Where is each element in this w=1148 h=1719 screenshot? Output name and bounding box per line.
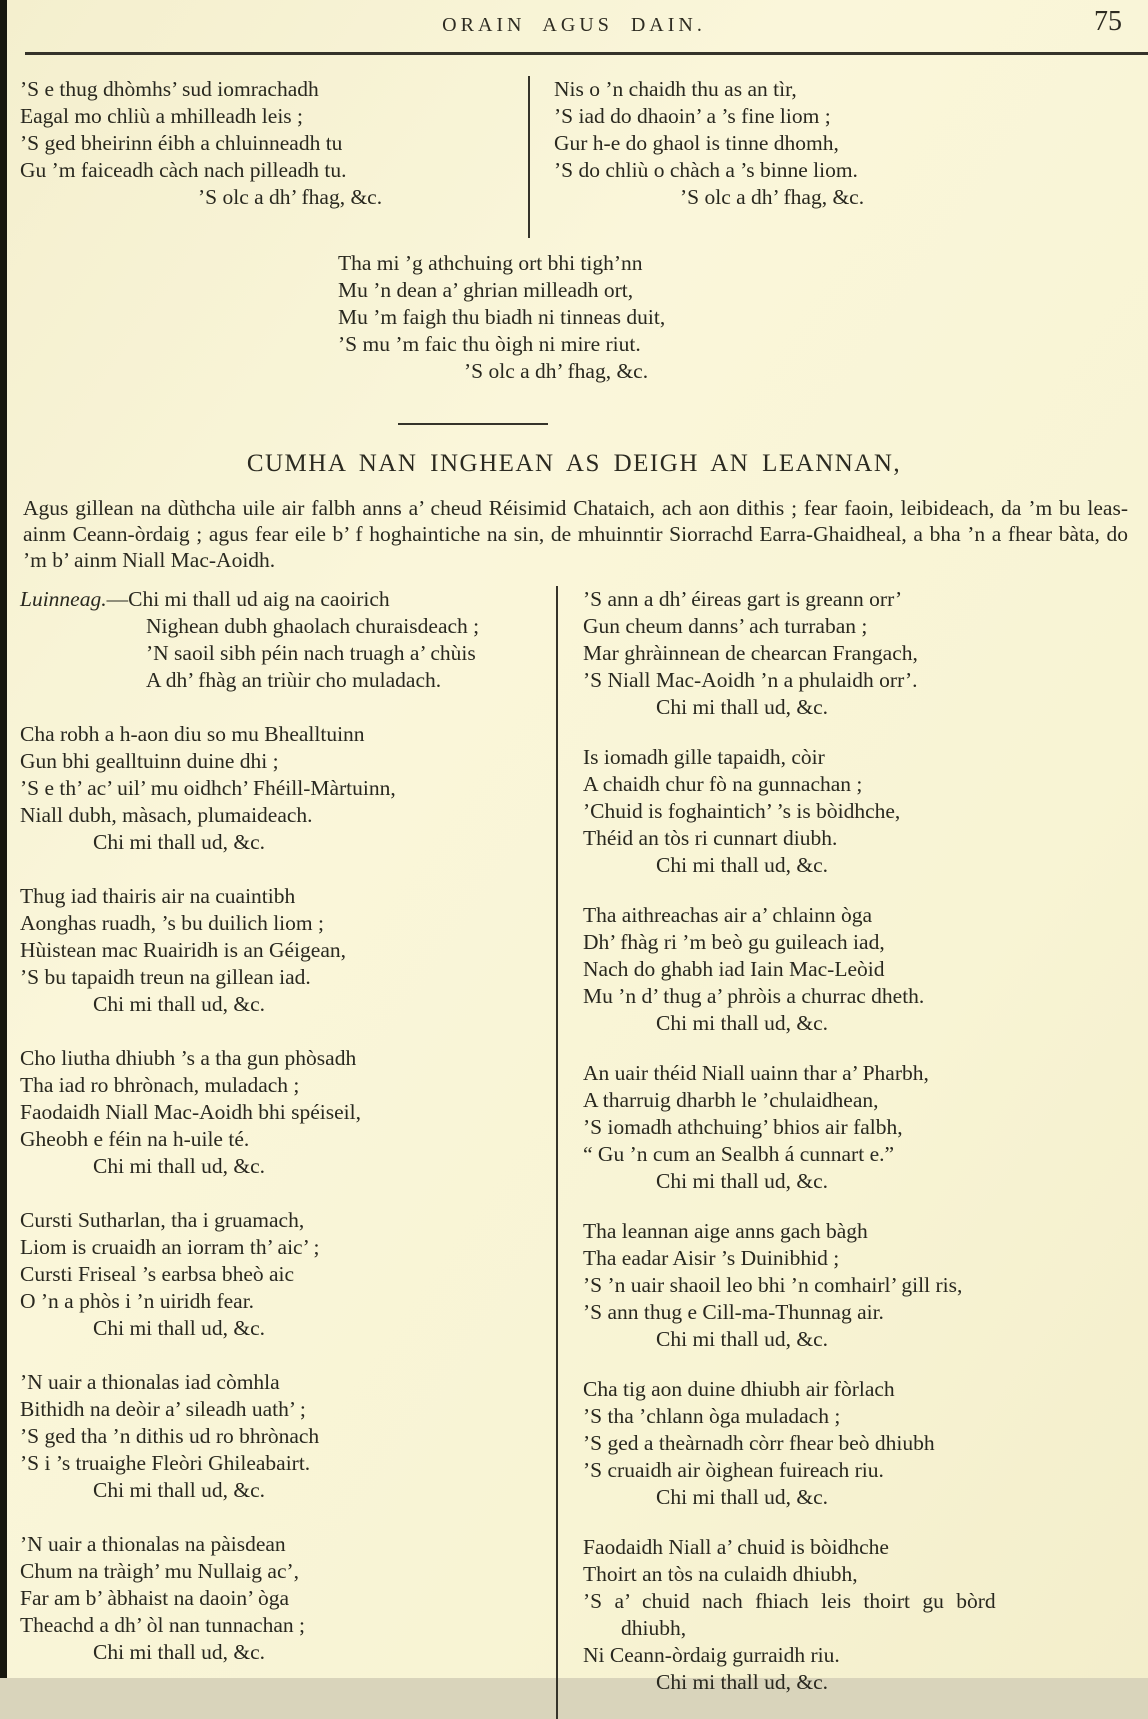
verse-line: Tha iad ro bhrònach, muladach ;	[20, 1073, 300, 1097]
song-intro: Agus gillean na dùthcha uile air falbh anns a’ cheud Réisimid Chataich, ach aon dithis ; fear faoin, leibideach, da ’m bu leas-ainm Ceann-òrdaig ; agus fear eile b’ f hoghaintiche na sin, de mhuinntir Siorrachd Earra-Ghaidheal, a bha ’n a fhear bàta, do ’m b’ ainm Niall Mac-Aoidh.	[23, 496, 1128, 572]
stanza	[583, 902, 1142, 1037]
verse-line: Dh’ fhàg ri ’m beò gu guileach iad,	[583, 930, 885, 954]
verse-line: Nighean dubh ghaolach churaisdeach ;	[146, 614, 480, 638]
verse-line: Far am b’ àbhaist na daoin’ òga	[20, 1586, 290, 1610]
verse-line: Niall dubh, màsach, plumaideach.	[20, 803, 313, 827]
verse-line: ’S ged a theàrnadh còrr fhear beò dhiubh	[583, 1431, 935, 1455]
header-rule	[25, 52, 1148, 55]
stanza	[20, 721, 556, 856]
verse-line: ’S i ’s truaighe Fleòri Ghileabairt.	[20, 1451, 311, 1475]
verse-line: Tha mi ’g athchuing ort bhi tigh’nn	[338, 251, 643, 275]
stanza	[554, 76, 1148, 211]
verse-line: ’S tha ’chlann òga muladach ;	[583, 1404, 841, 1428]
verse-line: Chi mi thall ud, &c.	[656, 1011, 828, 1035]
verse-line: Tha aithreachas air a’ chlainn òga	[583, 903, 873, 927]
stanza	[338, 250, 1148, 385]
stanza	[20, 1531, 556, 1666]
verse-line: A chaidh chur fò na gunnachan ;	[583, 772, 863, 796]
verse-line	[20, 586, 556, 613]
luinneag-label: Luinneag.	[20, 587, 107, 611]
verse-line: Aonghas ruadh, ’s bu duilich liom ;	[20, 911, 324, 935]
verse-line: ’S ann thug e Cill-ma-Thunnag air.	[583, 1300, 884, 1324]
stanza	[20, 1045, 556, 1180]
opening-left-stanza	[0, 76, 528, 238]
verse-line: ’S ann a dh’ éireas gart is greann orr’	[583, 587, 903, 611]
stanza	[20, 1207, 556, 1342]
verse-line: ’S olc a dh’ fhag, &c.	[680, 185, 865, 209]
verse-line: Chi mi thall ud, &c.	[656, 1485, 828, 1509]
verse-line: Tha leannan aige anns gach bàgh	[583, 1219, 868, 1243]
verse-line: Thug iad thairis air na cuaintibh	[20, 884, 296, 908]
page-header	[0, 0, 1148, 37]
verse-line: ’N uair a thionalas na pàisdean	[20, 1532, 286, 1556]
stanza	[583, 1534, 1142, 1696]
verse-line: ’S a’ chuid nach fhiach leis thoirt gu bòrd	[583, 1589, 996, 1613]
stanza	[20, 1369, 556, 1504]
verse-line: Liom is cruaidh an iorram th’ aic’ ;	[20, 1235, 320, 1259]
verse-line: ’S olc a dh’ fhag, &c.	[198, 185, 383, 209]
verse-line: ’S e th’ ac’ uil’ mu oidhch’ Fhéill-Màrtuinn,	[20, 776, 396, 800]
verse-line: Cursti Sutharlan, tha i gruamach,	[20, 1208, 305, 1232]
stanza	[20, 76, 528, 211]
verse-line: Hùistean mac Ruairidh is an Géigean,	[20, 938, 346, 962]
verse-line: Chi mi thall ud, &c.	[93, 1154, 265, 1178]
verse-line: Ni Ceann-òrdaig gurraidh riu.	[583, 1643, 840, 1667]
verse-line: Tha eadar Aisir ’s Duinibhid ;	[583, 1246, 840, 1270]
verse-line: Chi mi thall ud, &c.	[656, 1169, 828, 1193]
verse-line: Cha robh a h-aon diu so mu Bhealltuinn	[20, 722, 365, 746]
verse-line: ’Chuid is foghaintich’ ’s is bòidhche,	[583, 799, 901, 823]
verse-line: Chi mi thall ud, &c.	[93, 830, 265, 854]
verse-line: Theachd a dh’ òl nan tunnachan ;	[20, 1613, 305, 1637]
verse-line: Chi mi thall ud, &c.	[656, 853, 828, 877]
verse-line: Gun bhi gealltuinn duine dhi ;	[20, 749, 279, 773]
song-columns	[0, 586, 1148, 1719]
stanza	[583, 744, 1142, 879]
verse-line: An uair théid Niall uainn thar a’ Pharbh,	[583, 1061, 929, 1085]
verse-line: Chum na tràigh’ mu Nullaig ac’,	[20, 1559, 300, 1583]
verse-line: Mar ghràinnean de chearcan Frangach,	[583, 641, 918, 665]
stanza	[583, 586, 1142, 721]
verse-line: ’S cruaidh air òighean fuireach riu.	[583, 1458, 884, 1482]
verse-line: Cha tig aon duine dhiubh air fòrlach	[583, 1377, 895, 1401]
song-right-column	[556, 586, 1148, 1719]
center-stanza	[338, 250, 1148, 385]
stanza	[583, 1376, 1142, 1511]
opening-right-stanza	[528, 76, 1148, 238]
verse-line: ’N saoil sibh péin nach truagh a’ chùis	[146, 641, 476, 665]
verse-line: Nis o ’n chaidh thu as an tìr,	[554, 77, 797, 101]
stanza	[20, 883, 556, 1018]
verse-line: Chi mi thall ud, &c.	[93, 1478, 265, 1502]
stanza	[583, 1218, 1142, 1353]
verse-line: ’S do chliù o chàch a ’s binne liom.	[554, 158, 858, 182]
verse-line: Cursti Friseal ’s earbsa bheò aic	[20, 1262, 295, 1286]
verse-line: dhiubh,	[621, 1616, 687, 1640]
verse-line: ’S bu tapaidh treun na gillean iad.	[20, 965, 311, 989]
section-divider	[398, 423, 548, 425]
page-number: 75	[1094, 6, 1122, 37]
verse-line: Cho liutha dhiubh ’s a tha gun phòsadh	[20, 1046, 357, 1070]
verse-line: Gur h-e do ghaol is tinne dhomh,	[554, 131, 839, 155]
verse-line-text: —Chi mi thall ud aig na caoirich	[106, 587, 390, 611]
verse-line: Chi mi thall ud, &c.	[93, 1640, 265, 1664]
verse-line: Chi mi thall ud, &c.	[656, 695, 828, 719]
verse-line: “ Gu ’n cum an Sealbh á cunnart e.”	[583, 1142, 895, 1166]
stanza	[20, 586, 556, 694]
verse-line: O ’n a phòs i ’n uiridh fear.	[20, 1289, 255, 1313]
verse-line: Faodaidh Niall Mac-Aoidh bhi spéiseil,	[20, 1100, 361, 1124]
verse-line: ’S Niall Mac-Aoidh ’n a phulaidh orr’.	[583, 668, 918, 692]
verse-line: A tharruig dharbh le ’chulaidhean,	[583, 1088, 879, 1112]
song-left-column	[0, 586, 556, 1719]
verse-line: Gheobh e féin na h-uile té.	[20, 1127, 250, 1151]
verse-line: Chi mi thall ud, &c.	[93, 992, 265, 1016]
verse-line: Théid an tòs ri cunnart diubh.	[583, 826, 838, 850]
verse-line: Mu ’n d’ thug a’ phròis a churrac dheth.	[583, 984, 925, 1008]
verse-line: Chi mi thall ud, &c.	[656, 1670, 828, 1694]
verse-line: ’S iad do dhaoin’ a ’s fine liom ;	[554, 104, 831, 128]
verse-line: Bithidh na deòir a’ sileadh uath’ ;	[20, 1397, 306, 1421]
verse-line: ’S e thug dhòmhs’ sud iomrachadh	[20, 77, 319, 101]
verse-line: A dh’ fhàg an triùir cho muladach.	[146, 668, 442, 692]
verse-line: Gu ’m faiceadh càch nach pilleadh tu.	[20, 158, 347, 182]
scan-edge	[0, 0, 7, 1678]
verse-line: ’S iomadh athchuing’ bhios air falbh,	[583, 1115, 903, 1139]
verse-line: Eagal mo chliù a mhilleadh leis ;	[20, 104, 304, 128]
verse-line: Mu ’m faigh thu biadh ni tinneas duit,	[338, 305, 666, 329]
verse-line: Chi mi thall ud, &c.	[656, 1327, 828, 1351]
verse-line: Chi mi thall ud, &c.	[93, 1316, 265, 1340]
verse-line: Gun cheum danns’ ach turraban ;	[583, 614, 868, 638]
verse-line: Mu ’n dean a’ ghrian milleadh ort,	[338, 278, 634, 302]
verse-line: ’N uair a thionalas iad còmhla	[20, 1370, 280, 1394]
verse-line: Faodaidh Niall a’ chuid is bòidhche	[583, 1535, 889, 1559]
verse-line: Is iomadh gille tapaidh, còir	[583, 745, 825, 769]
verse-line: Thoirt an tòs na culaidh dhiubh,	[583, 1562, 858, 1586]
opening-verses	[0, 76, 1148, 238]
verse-line: ’S ged tha ’n dithis ud ro bhrònach	[20, 1424, 320, 1448]
stanza	[583, 1060, 1142, 1195]
verse-line: Nach do ghabh iad Iain Mac-Leòid	[583, 957, 885, 981]
song-title: CUMHA NAN INGHEAN AS DEIGH AN LEANNAN,	[246, 450, 902, 477]
verse-line: ’S ’n uair shaoil leo bhi ’n comhairl’ gill ris,	[583, 1273, 963, 1297]
verse-line: ’S ged bheirinn éibh a chluinneadh tu	[20, 131, 343, 155]
running-title: ORAIN AGUS DAIN.	[442, 14, 706, 36]
verse-line: ’S olc a dh’ fhag, &c.	[464, 359, 649, 383]
verse-line: ’S mu ’m faic thu òigh ni mire riut.	[338, 332, 641, 356]
